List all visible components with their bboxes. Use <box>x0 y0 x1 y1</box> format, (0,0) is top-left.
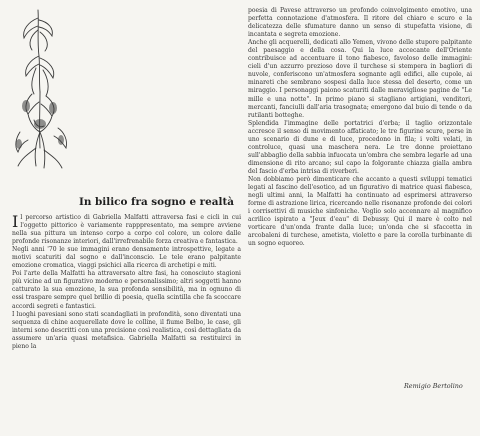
right-text-column <box>248 7 472 248</box>
paragraph: I luoghi pavesiani sono stati scandagliati in profondità, sono diventati una sequenza di chine acquerellate dove le colline, il fiume Belbo, le case, gli interni sono descritti con una precisione così realistica, così dettagliata da assumere un'aria quasi metafisica. Gabriella Malfatti sa restituirci in pieno la <box>12 310 241 350</box>
paragraph: Poi l'arte della Malfatti ha attraversato altre fasi, ha conosciuto stagioni più vicine ad un figurativo moderno e personalissimo; altri soggetti hanno catturato la sua emozione, la sua profonda sensibilità, ma in ognuno di essi traspare sempre quel brillio di poesia, quella scintilla che fa scoccare accordi segreti e fantastici. <box>12 270 241 310</box>
author-signature: Remigio Bertolino <box>404 382 463 390</box>
paragraph: Anche gli acquerelli, dedicati allo Yemen, vivono delle stupore palpitante del paesaggio e della cosa. Qui la luce accecante dell'Oriente contribuisce ad accentuare il tono fiabesco, favoloso delle immagini: cieli d'un azzurro prezioso dove il turchese si stempera in bagliori di nuvole, conferiscono un'atmosfera sognante agli edifici, alle cupole, ai minareti che sembrano sospesi dalla luce stessa del deserto, come un miraggio. I personaggi paiono scaturiti dalle meravigliose pagine de "Le mille e una notte". In primo piano si stagliano artigiani, venditori, mercanti, fanciulli dall'aria trasognata; emergono dal buio di tende o da rutilanti botteghe. <box>248 39 472 119</box>
paragraph: Splendida l'immagine delle portatrici d'erba; il taglio orizzontale accresce il senso di movimento affaticato; le tre figurine scure, perse in uno scenario di dune e di luce, procedono in fila; i volti velati, in controluce, quasi una maschera nera. Le tre donne proiettano sull'abbaglio della sabbia infuocata un'ombra che sembra legarle ad una dimensione di rito arcano; sul capo la folgorante chiazza gialla ambra del fascio d'erba intrisa di riverberi. <box>248 119 472 175</box>
paragraph: Negli anni '70 le sue immagini erano densamente introspettive, legate a motivi scaturiti dal sogno e dall'inconscio. Le tele erano palpitante emozione cromatica, viaggi psichici alla ricerca di archetipi e miti. <box>12 246 241 270</box>
drop-cap: I <box>12 212 19 231</box>
paragraph: poesia di Pavese attraverso un profondo coinvolgimento emotivo, una perfetta connotazione d'atmosfera. Il ritore del chiaro e scuro e la delicatezza delle sfumature danno un senso di stupefatta visione, di incantata e segreta emozione. <box>248 7 472 39</box>
article-title: In bilico fra sogno e realtà <box>79 196 234 208</box>
paragraph: Il percorso artistico di Gabriella Malfatti attraversa fasi e cicli in cui l'oggetto pittorico è variamente rapppresentato, ma sempre avviene nella sua pittura un intenso corpo a corpo col colore, un colore dalle profonde risonanze interiori, dall'irrefrenabile forza creativa e fantastica. <box>12 212 241 246</box>
floral-ink-illustration <box>6 8 76 184</box>
left-text-column <box>12 214 241 351</box>
paragraph: Non dobbiamo però dimenticare che accanto a questi sviluppi tematici legati al fascino dell'esotico, ad un figurativo di matrice quasi fiabesca, negli ultimi anni, la Malfatti ha continuato ad esprimersi attraverso forme di astrazione lirica, ricercando nelle risonanze profonde dei colori i corrisettivi di musiche sinfoniche. Voglio solo accennare al magnifico acrilico ispirato a "Jeux d'eau" di Debussy. Qui il mare è colto nel vorticare d'un'onda frante dalla luce; un'onda che si sfaccetta in arcobaleni di turchese, ametista, violetto e pare la corolla turbinante di un sogno equoreo. <box>248 175 472 248</box>
